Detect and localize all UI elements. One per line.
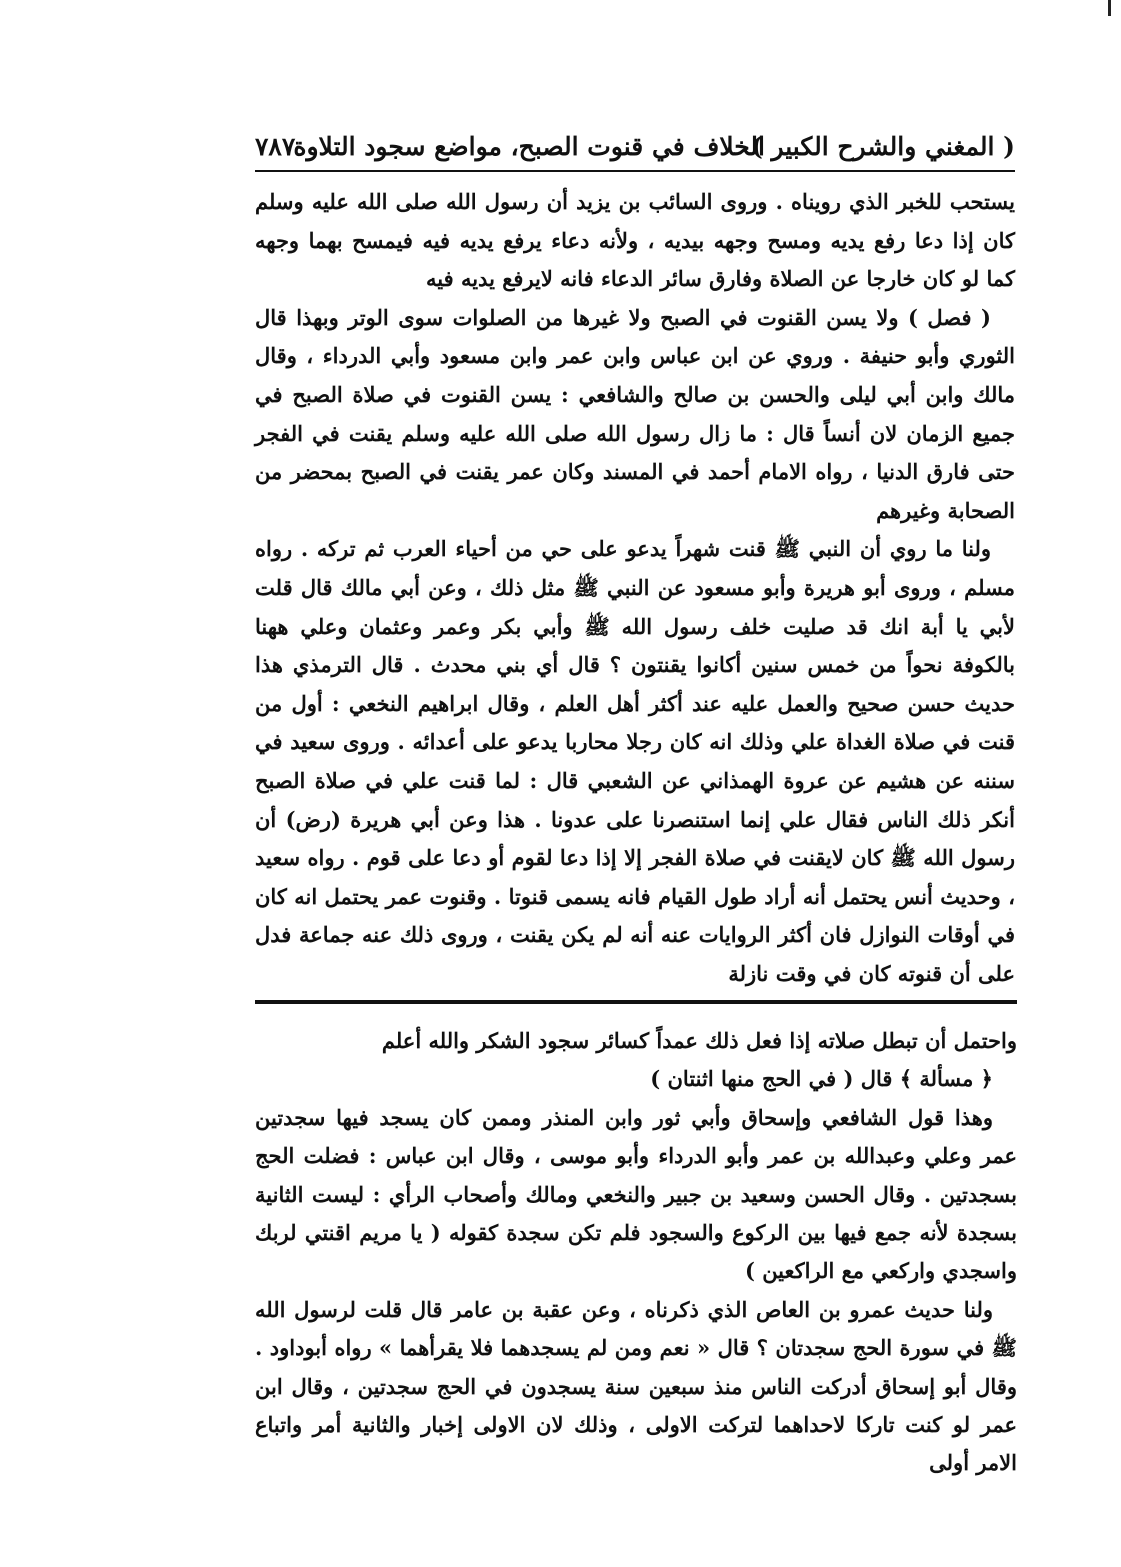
paragraph: ولنا ما روي أن النبي ﷺ قنت شهراً يدعو على حي من أحياء العرب ثم تركه . رواه مسلم ، وروى أبو هريرة وأبو مسعود عن النبي ﷺ مثل ذلك ، وعن أبي مالك قال قلت لأبي يا أبة انك قد صليت خلف رسول الله ﷺ وأبي بكر وعمر وعثمان وعلي ههنا بالكوفة نحواً من خمس سنين أكانوا يقنتون ؟ قال أي بني محدث . قال الترمذي هذا حديث حسن صحيح والعمل عليه عند أكثر أهل العلم ، وقال ابراهيم النخعي : أول من قنت في صلاة الغداة علي وذلك انه كان رجلا محاربا يدعو على أعدائه . وروى سعيد في سننه عن هشيم عن عروة الهمذاني عن الشعبي قال : لما قنت علي في صلاة الصبح أنكر ذلك الناس فقال علي إنما استنصرنا على عدونا . هذا وعن أبي هريرة (رض) أن رسول الله ﷺ كان لايقنت في صلاة الفجر إلا إذا دعا لقوم أو دعا على قوم . رواه سعيد ، وحديث أنس يحتمل أنه أراد طول القيام فانه يسمى قنوتا . وقنوت عمر يحتمل انه كان في أوقات النوازل فان أكثر الروايات عنه أنه لم يكن يقنت ، وروى ذلك عنه جماعة فدل على أن قنوته كان في وقت نازلة xyxy=(255,536,1015,986)
issue-heading: ﴿ مسألة ﴾ قال ( في الحج منها اثنتان ) xyxy=(650,1066,993,1092)
section-topic: الخلاف في قنوت الصبح، مواضع سجود التلاوة xyxy=(293,132,765,161)
paragraph: وهذا قول الشافعي وإسحاق وأبي ثور وابن المنذر وممن كان يسجد فيها سجدتين عمر وعلي وعبدالله بن عمر وأبو الدرداء وأبو موسى ، وقال ابن عباس : فضلت الحج بسجدتين . وقال الحسن وسعيد بن جبير والنخعي ومالك وأصحاب الرأي : ليست الثانية بسجدة لأنه جمع فيها بين الركوع والسجود فلم تكن سجدة كقوله ( يا مريم اقنتي لربك واسجدي واركعي مع الراكعين ) xyxy=(255,1104,1017,1284)
header-rule xyxy=(255,170,1015,172)
commentary-text xyxy=(255,1022,1017,1483)
book-title: ( المغني والشرح الكبير ) xyxy=(750,132,1015,161)
paragraph: ولنا حديث عمرو بن العاص الذي ذكرناه ، وعن عقبة بن عامر قال قلت لرسول الله ﷺ في سورة الحج سجدتان ؟ قال « نعم ومن لم يسجدهما فلا يقرأهما » رواه أبوداود . وقال أبو إسحاق أدركت الناس منذ سبعين سنة يسجدون في الحج سجدتين ، وقال ابن عمر لو كنت تاركا لاحداهما لتركت الاولى ، وذلك لان الاولى إخبار والثانية أمر واتباع الامر أولى xyxy=(255,1296,1017,1476)
paragraph: واحتمل أن تبطل صلاته إذا فعل ذلك عمداً كسائر سجود الشكر والله أعلم xyxy=(381,1028,1017,1053)
main-text xyxy=(255,183,1015,993)
page-number: ٧٨٧ xyxy=(255,132,296,161)
paragraph: ( فصل ) ولا يسن القنوت في الصبح ولا غيرها من الصلوات سوى الوتر وبهذا قال الثوري وأبو حنيفة . وروي عن ابن عباس وابن عمر وابن مسعود وأبي الدرداء ، وقال مالك وابن أبي ليلى والحسن بن صالح والشافعي : يسن القنوت في صلاة الصبح في جميع الزمان لان أنساً قال : ما زال رسول الله صلى الله عليه وسلم يقنت في الفجر حتى فارق الدنيا ، رواه الامام أحمد في المسند وكان عمر يقنت في الصبح بمحضر من الصحابة وغيرهم xyxy=(255,304,1015,523)
running-header xyxy=(255,128,1015,168)
section-divider xyxy=(255,1000,1017,1004)
scan-edge-mark xyxy=(1108,0,1111,16)
paragraph: يستحب للخبر الذي رويناه . وروى السائب بن يزيد أن رسول الله صلى الله عليه وسلم كان إذا دعا رفع يديه ومسح وجهه بيديه ، ولأنه دعاء يرفع يديه فيه فيمسح بهما وجهه كما لو كان خارجا عن الصلاة وفارق سائر الدعاء فانه لايرفع يديه فيه xyxy=(255,189,1015,292)
